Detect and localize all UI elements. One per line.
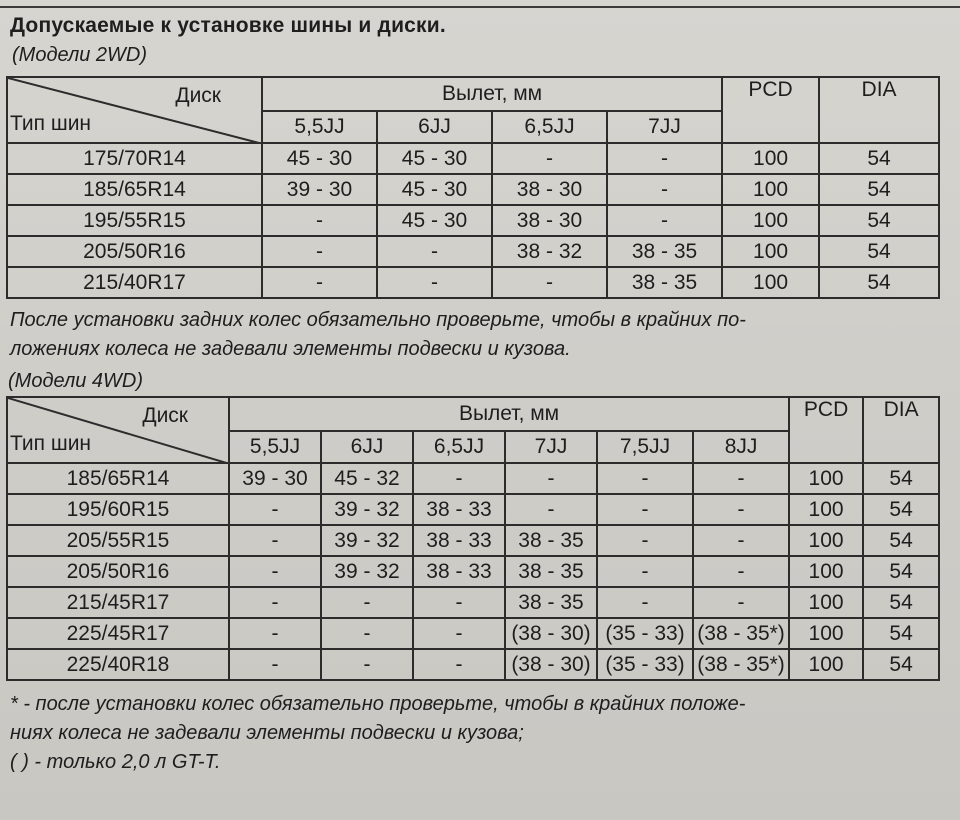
note-2wd-line2: ложениях колеса не задевали элементы подвески и кузова. <box>10 338 571 360</box>
pcd-cell: 100 <box>722 205 819 236</box>
offset-cell: - <box>229 494 321 525</box>
offset-cell: 39 - 30 <box>229 463 321 494</box>
note-4wd-line1: * - после установки колес обязательно проверьте, чтобы в крайних положе- <box>10 693 746 715</box>
table-row <box>7 587 939 618</box>
offset-cell: 38 - 33 <box>413 556 505 587</box>
table-row <box>7 556 939 587</box>
tyre-size-cell: 215/40R17 <box>7 267 262 298</box>
pcd-cell: 100 <box>722 143 819 174</box>
offset-cell: 39 - 30 <box>262 174 377 205</box>
tyre-size-cell: 175/70R14 <box>7 143 262 174</box>
offset-cell: - <box>262 236 377 267</box>
offset-cell: 38 - 30 <box>492 174 607 205</box>
rim-header: 7,5JJ <box>597 431 693 463</box>
offset-cell: 38 - 30 <box>492 205 607 236</box>
table-row <box>7 143 939 174</box>
table-row <box>7 205 939 236</box>
offset-cell: 38 - 33 <box>413 525 505 556</box>
rim-header: 5,5JJ <box>229 431 321 463</box>
top-rule <box>0 0 960 8</box>
note-4wd-line2: ниях колеса не задевали элементы подвески и кузова; <box>10 722 524 744</box>
offset-cell: - <box>693 525 789 556</box>
offset-cell: (38 - 30) <box>505 618 597 649</box>
table-row <box>7 494 939 525</box>
rim-header: 6,5JJ <box>492 111 607 143</box>
rim-header: 7JJ <box>505 431 597 463</box>
offset-cell: - <box>693 556 789 587</box>
offset-cell: - <box>597 463 693 494</box>
dia-cell: 54 <box>863 494 939 525</box>
offset-cell: - <box>377 236 492 267</box>
pcd-cell: 100 <box>789 494 863 525</box>
offset-cell: - <box>262 267 377 298</box>
dia-cell: 54 <box>863 587 939 618</box>
offset-cell: 38 - 35 <box>607 236 722 267</box>
table-row <box>7 236 939 267</box>
note-4wd <box>10 690 745 777</box>
tyre-size-cell: 185/65R14 <box>7 463 229 494</box>
offset-cell: - <box>413 463 505 494</box>
section-4wd-label: (Модели 4WD) <box>8 370 144 392</box>
offset-cell: 39 - 32 <box>321 494 413 525</box>
pcd-header: PCD <box>722 77 819 143</box>
offset-cell: 38 - 32 <box>492 236 607 267</box>
offset-cell: - <box>321 587 413 618</box>
offset-cell: - <box>262 205 377 236</box>
offset-cell: 39 - 32 <box>321 525 413 556</box>
offset-cell: (38 - 30) <box>505 649 597 680</box>
rim-header: 6,5JJ <box>413 431 505 463</box>
dia-cell: 54 <box>819 236 939 267</box>
tyre-size-cell: 215/45R17 <box>7 587 229 618</box>
corner-tyre-label: Тип шин <box>10 112 92 135</box>
offset-cell: - <box>505 463 597 494</box>
dia-cell: 54 <box>819 267 939 298</box>
table-row <box>7 525 939 556</box>
rim-header: 8JJ <box>693 431 789 463</box>
table-2wd <box>6 76 940 299</box>
table-4wd <box>6 396 940 681</box>
offset-cell: - <box>607 174 722 205</box>
note-2wd-line1: После установки задних колес обязательно проверьте, чтобы в крайних по- <box>10 309 746 331</box>
offset-cell: 45 - 30 <box>377 174 492 205</box>
offset-cell: - <box>492 143 607 174</box>
rim-header: 6JJ <box>321 431 413 463</box>
table-row <box>7 618 939 649</box>
pcd-cell: 100 <box>789 618 863 649</box>
offset-cell: 45 - 30 <box>262 143 377 174</box>
note-2wd <box>10 306 746 364</box>
offset-cell: - <box>597 556 693 587</box>
offset-cell: (38 - 35*) <box>693 618 789 649</box>
tyre-size-cell: 225/45R17 <box>7 618 229 649</box>
rim-header: 6JJ <box>377 111 492 143</box>
offset-cell: - <box>597 587 693 618</box>
table-row <box>7 267 939 298</box>
dia-cell: 54 <box>819 143 939 174</box>
pcd-cell: 100 <box>789 525 863 556</box>
tyre-size-cell: 205/55R15 <box>7 525 229 556</box>
offset-cell: (38 - 35*) <box>693 649 789 680</box>
offset-cell: - <box>229 525 321 556</box>
pcd-cell: 100 <box>789 587 863 618</box>
offset-cell: - <box>607 205 722 236</box>
tyre-size-cell: 195/55R15 <box>7 205 262 236</box>
dia-cell: 54 <box>863 556 939 587</box>
dia-cell: 54 <box>819 174 939 205</box>
tyre-size-cell: 205/50R16 <box>7 236 262 267</box>
note-4wd-line3: ( ) - только 2,0 л GT-T. <box>10 751 221 773</box>
offset-cell: - <box>505 494 597 525</box>
offset-cell: - <box>377 267 492 298</box>
offset-cell: - <box>229 587 321 618</box>
offset-cell: - <box>693 494 789 525</box>
offset-cell: - <box>693 587 789 618</box>
offset-cell: - <box>413 618 505 649</box>
offset-cell: - <box>229 649 321 680</box>
offset-cell: (35 - 33) <box>597 649 693 680</box>
corner-cell <box>7 77 262 143</box>
tyre-size-cell: 225/40R18 <box>7 649 229 680</box>
dia-cell: 54 <box>819 205 939 236</box>
pcd-cell: 100 <box>789 463 863 494</box>
table-row <box>7 463 939 494</box>
pcd-cell: 100 <box>789 649 863 680</box>
rim-header: 5,5JJ <box>262 111 377 143</box>
pcd-cell: 100 <box>722 236 819 267</box>
offset-cell: 38 - 35 <box>505 525 597 556</box>
pcd-cell: 100 <box>722 174 819 205</box>
rim-header: 7JJ <box>607 111 722 143</box>
tyre-size-cell: 205/50R16 <box>7 556 229 587</box>
offset-cell: 45 - 30 <box>377 205 492 236</box>
dia-header: DIA <box>819 77 939 143</box>
offset-cell: - <box>607 143 722 174</box>
pcd-header: PCD <box>789 397 863 463</box>
dia-cell: 54 <box>863 463 939 494</box>
tyre-size-cell: 195/60R15 <box>7 494 229 525</box>
offset-cell: 39 - 32 <box>321 556 413 587</box>
offset-cell: - <box>597 494 693 525</box>
table-row <box>7 649 939 680</box>
dia-cell: 54 <box>863 525 939 556</box>
offset-header: Вылет, мм <box>262 77 722 111</box>
table-row <box>7 174 939 205</box>
section-2wd-label: (Модели 2WD) <box>12 44 148 66</box>
dia-header: DIA <box>863 397 939 463</box>
offset-cell: - <box>413 649 505 680</box>
offset-cell: - <box>693 463 789 494</box>
pcd-cell: 100 <box>722 267 819 298</box>
dia-cell: 54 <box>863 618 939 649</box>
offset-cell: 38 - 35 <box>505 556 597 587</box>
dia-cell: 54 <box>863 649 939 680</box>
offset-cell: (35 - 33) <box>597 618 693 649</box>
offset-cell: 38 - 35 <box>607 267 722 298</box>
corner-cell <box>7 397 229 463</box>
offset-cell: 45 - 30 <box>377 143 492 174</box>
offset-cell: - <box>321 649 413 680</box>
tyre-size-cell: 185/65R14 <box>7 174 262 205</box>
offset-cell: - <box>229 618 321 649</box>
corner-rim-label: Диск <box>175 84 221 107</box>
offset-cell: 38 - 35 <box>505 587 597 618</box>
corner-rim-label: Диск <box>142 404 188 427</box>
pcd-cell: 100 <box>789 556 863 587</box>
offset-header: Вылет, мм <box>229 397 789 431</box>
offset-cell: - <box>492 267 607 298</box>
offset-cell: 45 - 32 <box>321 463 413 494</box>
offset-cell: - <box>229 556 321 587</box>
corner-tyre-label: Тип шин <box>10 432 92 455</box>
offset-cell: 38 - 33 <box>413 494 505 525</box>
offset-cell: - <box>413 587 505 618</box>
offset-cell: - <box>597 525 693 556</box>
offset-cell: - <box>321 618 413 649</box>
document-title: Допускаемые к установке шины и диски. <box>10 14 446 37</box>
